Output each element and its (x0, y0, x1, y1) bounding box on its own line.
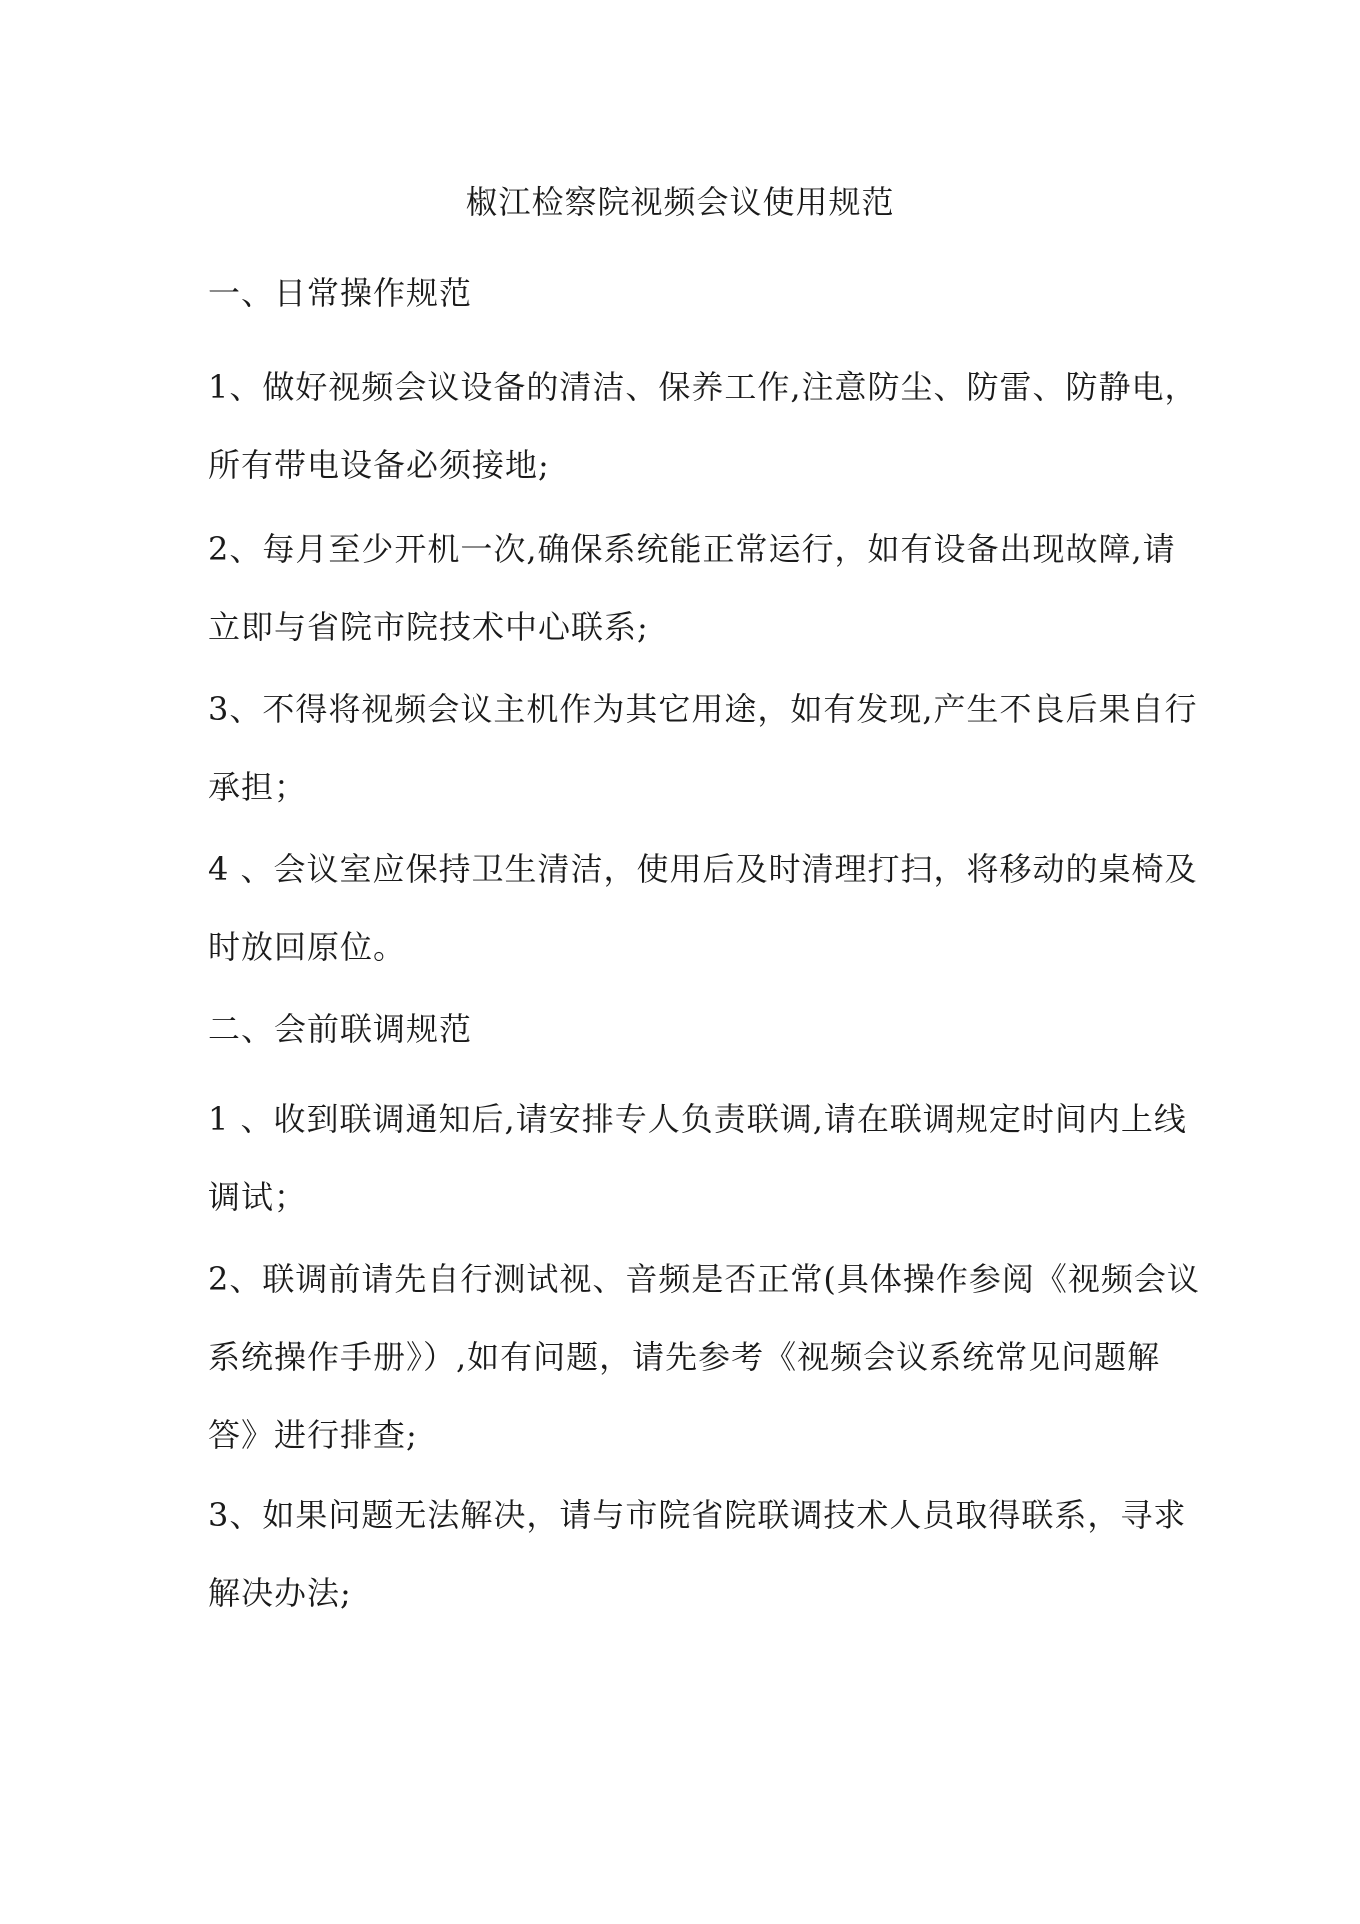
section1-heading (208, 254, 1168, 332)
item-text-line: 解决办法; (208, 1574, 352, 1612)
section1-item-4 (208, 830, 1198, 986)
item-text-line: 调试； (208, 1178, 308, 1216)
section1-item-2 (208, 510, 1176, 666)
section2-heading (208, 990, 1168, 1068)
item-text-line: 3、如果问题无法解决，请与市院省院联调技术人员取得联系，寻求 (208, 1496, 1187, 1534)
item-text-line: 3、不得将视频会议主机作为其它用途，如有发现,产生不良后果自行 (208, 690, 1198, 728)
item-text-line: 4 、会议室应保持卫生清洁，使用后及时清理打扫，将移动的桌椅及 (208, 850, 1198, 888)
item-text-line: 1、做好视频会议设备的清洁、保养工作,注意防尘、防雷、防静电， (208, 368, 1198, 406)
item-text-line: 时放回原位。 (208, 928, 407, 966)
item-text-line: 所有带电设备必须接地; (208, 446, 550, 484)
item-text-line: 承担； (208, 768, 308, 806)
section2-item-3 (208, 1476, 1187, 1632)
item-text-line: 2、每月至少开机一次,确保系统能正常运行，如有设备出现故障,请 (208, 530, 1176, 568)
item-text-line: 答》进行排查; (208, 1416, 418, 1454)
section2-item-2 (208, 1240, 1200, 1474)
section-heading: 二、会前联调规范 (208, 1010, 473, 1048)
section1-item-3 (208, 670, 1198, 826)
section1-item-1 (208, 348, 1198, 504)
item-text-line: 系统操作手册》）,如有问题，请先参考《视频会议系统常见问题解 (208, 1338, 1161, 1376)
document-title: 椒江检察院视频会议使用规范 (465, 183, 895, 221)
item-text-line: 立即与省院市院技术中心联系; (208, 608, 649, 646)
item-text-line: 2、联调前请先自行测试视、音频是否正常(具体操作参阅《视频会议 (208, 1260, 1200, 1298)
section2-item-1 (208, 1080, 1187, 1236)
section-heading: 一、日常操作规范 (208, 274, 473, 312)
item-text-line: 1 、收到联调通知后,请安排专人负责联调,请在联调规定时间内上线 (208, 1100, 1187, 1138)
